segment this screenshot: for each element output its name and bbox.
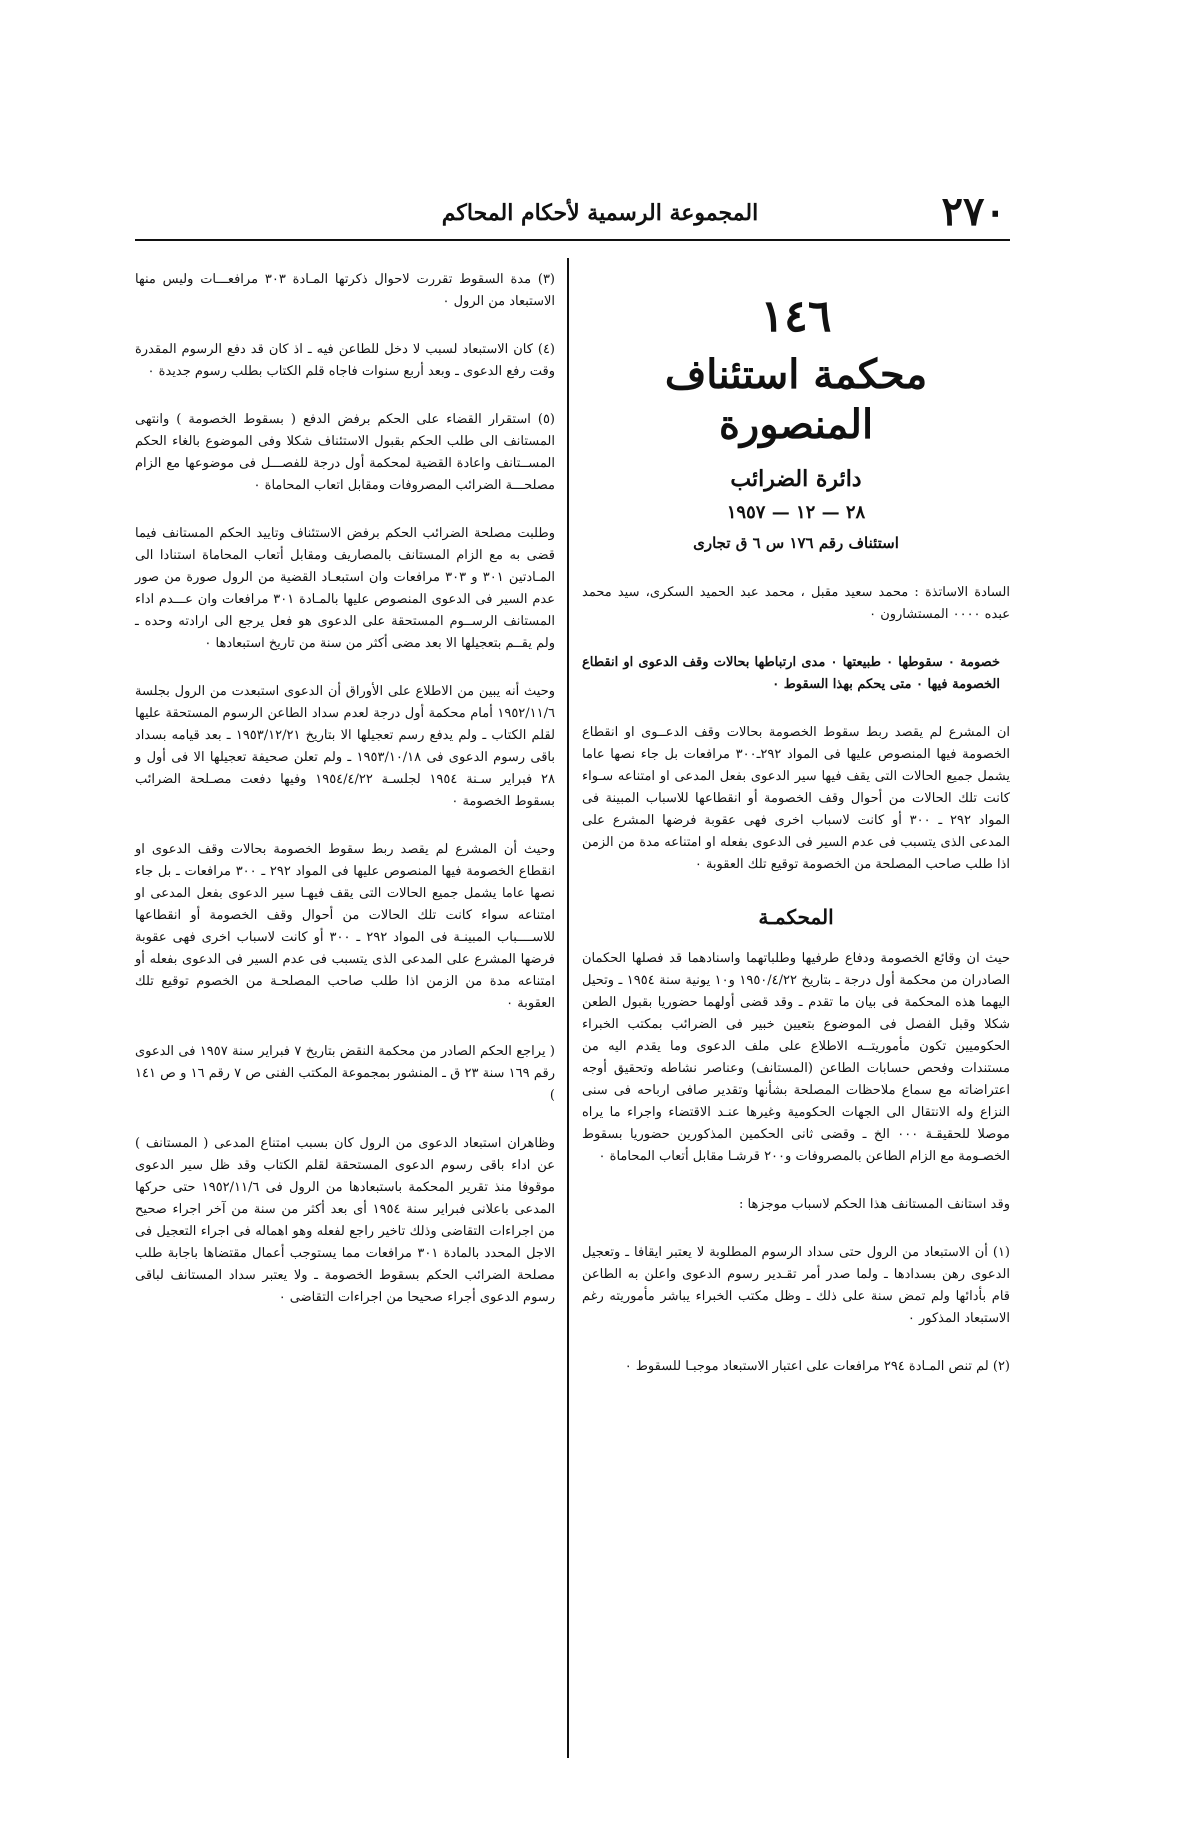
case-number: ١٤٦ [760, 291, 832, 342]
headnote-keywords: خصومة ٠ سقوطها ٠ طبيعتها ٠ مدى ارتباطها بحالات وقف الدعوى او انقطاع الخصومة فيها ٠ متى يحكم بهذا السقوط ٠ [582, 655, 1000, 692]
reasoning-paragraph-1: وحيث أنه يبين من الاطلاع على الأوراق أن الدعوى استبعدت من الرول بجلسة ١٩٥٢/١١/٦ أمام محكمة أول درجة لعدم سداد الطاعن الرسوم المستحقة عليها لقلم الكتاب ـ ولم يدفع رسم تعجيلها الا بتاريخ ١٩٥٣/١٢/٢١ ـ بعد قيامه بسداد باقى رسوم الدعوى فى ١٩٥٣/١٠/١٨ ـ ولم تعلن صحيفة تعجيلها الا فى أول و ٢٨ فبراير سـنة ١٩٥٤ لجلسـة ١٩٥٤/٤/٢٢ وفيها دفعت مصـلحة الضرائب بسقوط الخصومة ٠ [135, 684, 556, 809]
ground-4: (٤) كان الاستبعاد لسبب لا دخل للطاعن فيه ـ اذ كان قد دفع الرسوم المقدرة وقت رفع الدعوى ـ وبعد أربع سنوات فاجاه قلم الكتاب بطلب رسوم جديدة ٠ [135, 342, 555, 379]
left-column [135, 269, 555, 1335]
column-divider [567, 258, 569, 1758]
page-number: ٢٧٠ [941, 188, 1006, 235]
facts-paragraph: حيث ان وقائع الخصومة ودفاع طرفيها وطلباتهما واسنادهما قد فصلها الحكمان الصادران من محكمة أول درجة ـ بتاريخ ١٩٥٠/٤/٢٢ و١٠ يونية سنة ١٩٥٤ ـ وتحيل اليهما هذه المحكمة فى بيان ما تقدم ـ وقد قضى أولهما حضوريا بقبول الطعن شكلا وقبل الفصل فى الموضوع بتعيين خبير فى الضرائب بمكتب الخبراء الحكوميين تكون مأموريتــه الاطلاع على ملف الدعوى وما يقدم اليه من مستندات وفحص حسابات الطاعن (المستانف) وعناصر نشاطه وتحقيق أوجه اعتراضاته مع سماع ملاحظات المصلحة بشأنها وتقدير صافى ارباحه فى سنى النزاع وله الانتقال الى الجهات الحكومية وغيرها عنـد الاقتضاء واجراء ما يراه موصلا للحقيقـة ٠٠٠ الخ ـ وقضى ثانى الحكمين المذكورين حضوريا بسقوط الخصـومة مع الزام الطاعن بالمصروفات و٢٠٠ قرشـا مقابل أتعاب المحاماة ٠ [582, 951, 1011, 1164]
right-column [582, 292, 1010, 1404]
reasoning-paragraph-3: وظاهران استبعاد الدعوى من الرول كان بسبب امتناع المدعى ( المستانف ) عن اداء باقى رسوم الدعوى المستحقة لقلم الكتاب وقد ظل سير الدعوى موقوفا منذ تقرير المحكمة باستبعادها من الرول فى ١٩٥٢/١١/٦ حتى حركها المدعى باعلانى فبراير سنة ١٩٥٤ أى بعد أكثر من سنة من آخر اجراء صحيح من اجراءات التقاضى وذلك تاخير راجع لفعله وهو اهماله فى اجراء التعجيل فى الاجل المحدد بالمادة ٣٠١ مرافعات مما يستوجب أعمال مقتضاها باجابة طلب مصلحة الضرائب الحكم بسقوط الخصومة ـ ولا يعتبر سداد المستانف لباقى رسوم الدعوى أجراء صحيحا من اجراءات التقاضى ٠ [135, 1136, 556, 1305]
header-rule [135, 239, 1010, 241]
appeal-number: استئناف رقم ١٧٦ س ٦ ق تجارى [693, 534, 899, 552]
ground-1: (١) أن الاستبعاد من الرول حتى سداد الرسوم المطلوبة لا يعتبر ايقافا ـ وتعجيل الدعوى رهن بسدادها ـ ولما صدر أمر تقـدير رسوم الدعوى واعلن به الطاعن قام بأدائها ولم تمض سنة على ذلك ـ وظل مكتب الخبراء يباشر مأموريته رغم الاستبعاد المذكور ٠ [582, 1245, 1010, 1326]
judgment-date: ٢٨ — ١٢ — ١٩٥٧ [726, 502, 866, 523]
headnote-principle: ان المشرع لم يقصد ربط سقوط الخصومة بحالات وقف الدعــوى او انقطاع الخصومة فيها المنصوص عليها فى المواد ٢٩٢ـ٣٠٠ مرافعات بل جاء نصها عاما يشمل جميع الحالات التى يقف فيها سير الدعوى بفعل المدعى او امتناعه سـواء كانت تلك الحالات من أحوال وقف الخصومة أو انقطاعها للاسباب المبينة فى المواد ٢٩٢ ـ ٣٠٠ أو كانت لاسباب اخرى فهى عقوبة فرضها المشرع على المدعى الذى يتسبب فى عدم السير فى الدعوى بفعله او امتناعه مدة من الزمن اذا طلب صاحب المصلحة من الخصومة توقيع تلك العقوبة ٠ [582, 725, 1011, 872]
circuit-name: دائرة الضرائب [730, 466, 862, 492]
appeal-intro: وقد استانف المستانف هذا الحكم لاسباب موجزها : [739, 1197, 1010, 1212]
running-header-title: المجموعة الرسمية لأحكام المحاكم [441, 200, 759, 226]
ground-5: (٥) استقرار القضاء على الحكم برفض الدفع ( بسقوط الخصومة ) وانتهى المستانف الى طلب الحكم بقبول الاستئناف شكلا وفى الموضوع بالغاء الحكم المســتانف واعادة القضية لمحكمة أول درجة للفصـــل فى موضوعها مع الزام مصلحـــة الضرائب المصروفات ومقابل اتعاب المحاماة ٠ [135, 412, 555, 493]
cassation-reference: ( يراجع الحكم الصادر من محكمة النقض بتاريخ ٧ فبراير سنة ١٩٥٧ فى الدعوى رقم ١٦٩ سنة ٢٣ ق ـ المنشور بمجموعة المكتب الفنى ص ٧ رقم ١٦ و ص ١٤١ ) [135, 1044, 556, 1103]
ground-2: (٢) لم تنص المـادة ٢٩٤ مرافعات على اعتبار الاستبعاد موجبـا للسقوط ٠ [624, 1359, 1010, 1374]
reasoning-paragraph-2: وحيث أن المشرع لم يقصد ربط سقوط الخصومة بحالات وقف الدعوى او انقطاع الخصومة فيها المنصوص عليها فى المواد ٢٩٢ ـ ٣٠٠ مرافعات ـ بل جاء نصها عاما يشمل جميع الحالات التى يقف فيهـا سير الدعوى بفعل المدعى او امتناعه سواء كانت تلك الحالات من أحوال وقف الخصومة أو انقطاعها للاســــباب المبينـة فى المواد ٢٩٢ ـ ٣٠٠ أو كانت لاسباب اخرى فهى عقوبة فرضها المشرع على المدعى الذى يتسبب فى عدم السير فى الدعوى بفعله أو امتناعه مدة من الزمن اذا طلب صاحب المصلحـة من الخصوم توقيع تلك العقوبة ٠ [135, 842, 556, 1011]
court-section-heading: المحكمـة [758, 905, 834, 929]
ground-3: (٣) مدة السقوط تقررت لاحوال ذكرتها المـادة ٣٠٣ مرافعـــات وليس منها الاستبعاد من الرول ٠ [135, 272, 555, 309]
respondent-paragraph: وطلبت مصلحة الضرائب الحكم برفض الاستئناف وتاييد الحكم المستانف فيما قضى به مع الزام المستانف بالمصاريف ومقابل أتعاب المحاماة استنادا الى المـادتين ٣٠١ و ٣٠٣ مرافعات وان استبعـاد القضية من الرول صورة من صور عدم السير فى الدعوى المنصوص عليها بالمـادة ٣٠١ مرافعات وان عـــدم اداء المستانف الرســوم المستحقة على الدعوى هو فعل يرجع الى ارادته وحده ـ ولم يقــم بتعجيلها الا بعد مضى أكثر من سنة من تاريخ استبعادها ٠ [135, 526, 556, 651]
court-name: محكمة استئناف المنصورة [664, 351, 928, 448]
judges-panel: السادة الاساتذة : محمد سعيد مقبل ، محمد عبد الحميد السكرى، سيد محمد عبده ٠٠٠٠ المستشارون ٠ [582, 585, 1010, 622]
